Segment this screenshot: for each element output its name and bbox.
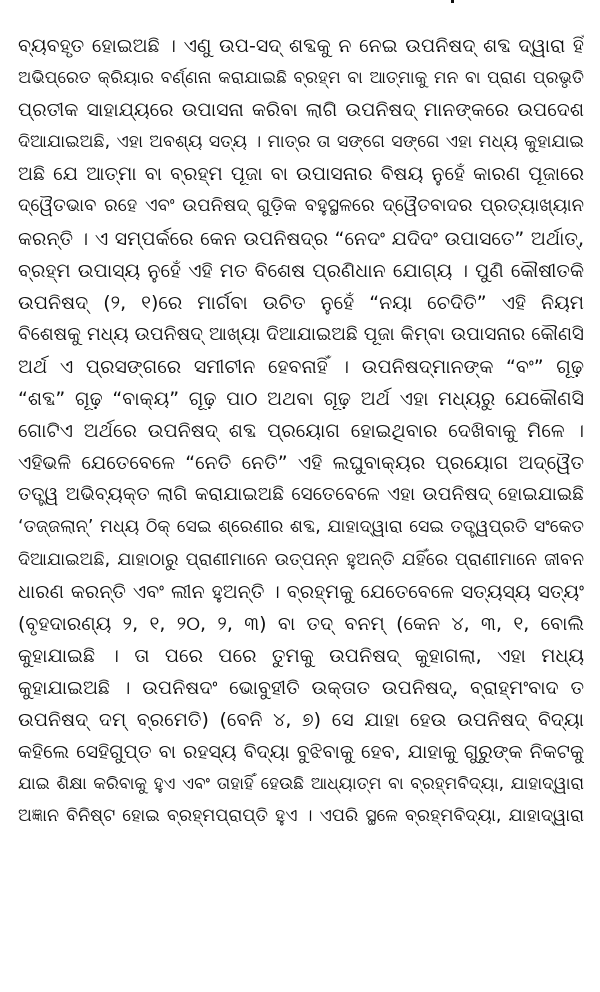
- text-line: କହିଲେ ସେହିଗୁପ୍ତ ବା ରହସ୍ୟ ବିଦ୍ୟା ବୁଝିବାକୁ ହେବ, ଯାହାକୁ ଗୁରୁଙ୍କ ନିକଟକୁ: [18, 741, 584, 764]
- text-line: ‘ତଜ୍ଜଲାନ୍’ ମଧ୍ୟ ଠିକ୍ ସେଇ ଶ୍ରେଣୀର ଶବ୍ଦ, ଯାହାଦ୍ୱାରା ସେଇ ତତ୍ତ୍ୱପ୍ରତି ସଂକେତ: [18, 517, 584, 538]
- text-line: ପ୍ରତୀକ ସାହାଯ୍ୟରେ ଉପାସନା କରିବା ଲାଗି ଉପନିଷଦ୍ ମାନଙ୍କରେ ଉପଦେଶ: [18, 99, 584, 122]
- text-line: ଅର୍ଥ ଏ ପ୍ରସଙ୍ଗରେ ସମୀଚୀନ ହେବନାହିଁ । ଉପନିଷଦ୍‌ମାନଙ୍କ “ବଂ” ଗୂଢ଼: [18, 355, 584, 378]
- text-line: ଅଭିପ୍ରେତ କ୍ରିୟାର ବର୍ଣ୍ଣନା କରାଯାଇଛି ବ୍ରହ୍ମ ବା ଆତ୍ମାକୁ ମନ ବା ପ୍ରାଣ ପ୍ରଭୃତି: [18, 68, 584, 89]
- text-line: କୁହାଯାଇଛି । ତା ପରେ ପରେ ତୁମକୁ ଉପନିଷଦ୍ କୁହାଗଲା, ଏହା ମଧ୍ୟ: [18, 644, 584, 667]
- text-line: ଦ୍ୱୈତଭାବ ରହେ ଏବଂ ଉପନିଷଦ୍ ଗୁଡ଼ିକ ବହୁସ୍ଥଳରେ ଦ୍ୱୈତବାଦର ପ୍ରତ୍ୟାଖ୍ୟାନ: [18, 195, 584, 217]
- text-line: ବ୍ୟବହୃତ ହୋଇଅଛି । ଏଣୁ ଉପ-ସଦ୍ ଶବ୍ଦକୁ ନ ନେଇ ଉପନିଷଦ୍ ଶବ୍ଦ ଦ୍ୱାରା ହିଁ: [18, 35, 584, 57]
- page-speck: [451, 0, 454, 3]
- text-line: ବିଶେଷକୁ ମଧ୍ୟ ଉପନିଷଦ୍ ଆଖ୍ୟା ଦିଆଯାଇଅଛି ପୂଜା କିମ୍ବା ଉପାସନାର କୌଣସି: [18, 323, 584, 345]
- text-line: (ବୃହଦାରଣ୍ୟ ୨, ୧, ୨୦, ୨, ୩) ବା ତଦ୍ ବନମ୍ (କେନ ୪, ୩, ୧, ବୋଲି: [18, 612, 584, 635]
- text-line: ଯାଇ ଶିକ୍ଷା କରିବାକୁ ହୁଏ ଏବଂ ତାହାହିଁ ହେଉଛି ଆଧ୍ୟାତ୍ମ ବା ବ୍ରହ୍ମବିଦ୍ୟା, ଯାହାଦ୍ୱାରା: [18, 774, 584, 795]
- text-line: ଦିଆଯାଇଅଛି, ଯାହାଠାରୁ ପ୍ରାଣୀମାନେ ଉତ୍ପନ୍ନ ହୁଅନ୍ତି ଯହିଁରେ ପ୍ରାଣୀମାନେ ଜୀବନ: [18, 549, 584, 570]
- text-line: ଉପନିଷଦ୍ (୨, ୧)ରେ ମାର୍ଗବା ଉଚିତ ନୁହେଁ “ନୟା ଚେଦିତି” ଏହି ନିୟମ: [18, 291, 584, 314]
- body-text: [18, 30, 584, 832]
- text-line: କୁହାଯାଇଅଛି । ଉପନିଷଦଂ ଭୋବୁହୀତି ଉକ୍ତାତ ଉପନିଷଦ୍, ବ୍ରାହ୍ମଂବାଦ ତ: [18, 676, 584, 699]
- text-line: ଧାରଣ କରନ୍ତି ଏବଂ ଲୀନ ହୁଅନ୍ତି । ବ୍ରହ୍ମକୁ ଯେତେବେଳେ ସତ୍ୟସ୍ୟ ସତ୍ୟଂ: [18, 580, 584, 603]
- text-line: ତତ୍ତ୍ୱ ଅଭିବ୍ୟକ୍ତ ଲାଗି କରାଯାଇଅଛି ସେତେବେଳେ ଏହା ଉପନିଷଦ୍ ହୋଇଯାଇଛି: [18, 484, 584, 506]
- text-line: “ଶବ୍ଦ” ଗୂଢ଼ “ବାକ୍ୟ” ଗୂଢ଼ ପାଠ ଅଥବା ଗୂଢ଼ ଅର୍ଥ ଏହା ମଧ୍ୟରୁ ଯେକୌଣସି: [18, 388, 584, 411]
- text-line: ବ୍ରହ୍ମ ଉପାସ୍ୟ ନୁହେଁ ଏହି ମତ ବିଶେଷ ପ୍ରଣିଧାନ ଯୋଗ୍ୟ । ପୁଣି କୌଷୀତକି: [18, 259, 584, 282]
- text-line: ଏହିଭଳି ଯେତେବେଳେ “ନେତି ନେତି” ଏହି ଲଘୁବାକ୍ୟର ପ୍ରୟୋଗ ଅଦ୍ୱୈତ: [18, 452, 584, 475]
- text-line: ଅଜ୍ଞାନ ବିନିଷ୍ଟ ହୋଇ ବ୍ରହ୍ମପ୍ରାପ୍ତି ହୁଏ । ଏପରି ସ୍ଥଳେ ବ୍ରହ୍ମବିଦ୍ୟା, ଯାହାଦ୍ୱାରା: [18, 806, 584, 827]
- text-line: ଉପନିଷଦ୍ ଦମ୍ ବ୍ରମେତି) (ବେନି ୪, ୭) ସେ ଯାହା ହେଉ ଉପନିଷଦ୍ ବିଦ୍ୟା: [18, 708, 584, 731]
- text-line: ଦିଆଯାଇଅଛି, ଏହା ଅବଶ୍ୟ ସତ୍ୟ । ମାତ୍ର ତା ସଙ୍ଗେ ସଙ୍ଗେ ଏହା ମଧ୍ୟ କୁହାଯାଇ: [18, 132, 584, 153]
- text-line: ଅଛି ଯେ ଆତ୍ମା ବା ବ୍ରହ୍ମ ପୂଜା ବା ଉପାସନାର ବିଷୟ ନୁହେଁ କାରଣ ପୂଜାରେ: [18, 163, 584, 186]
- text-line: ଗୋଟିଏ ଅର୍ଥରେ ଉପନିଷଦ୍ ଶବ୍ଦ ପ୍ରୟୋଗ ହୋଇଥିବାର ଦେଖିବାକୁ ମିଳେ ।: [18, 420, 584, 443]
- text-line: କରନ୍ତି । ଏ ସମ୍ପର୍କରେ କେନ ଉପନିଷଦ୍‌ର “ନେଦଂ ଯଦିଦଂ ଉପାସତେ” ଅର୍ଥାତ୍,: [18, 227, 584, 250]
